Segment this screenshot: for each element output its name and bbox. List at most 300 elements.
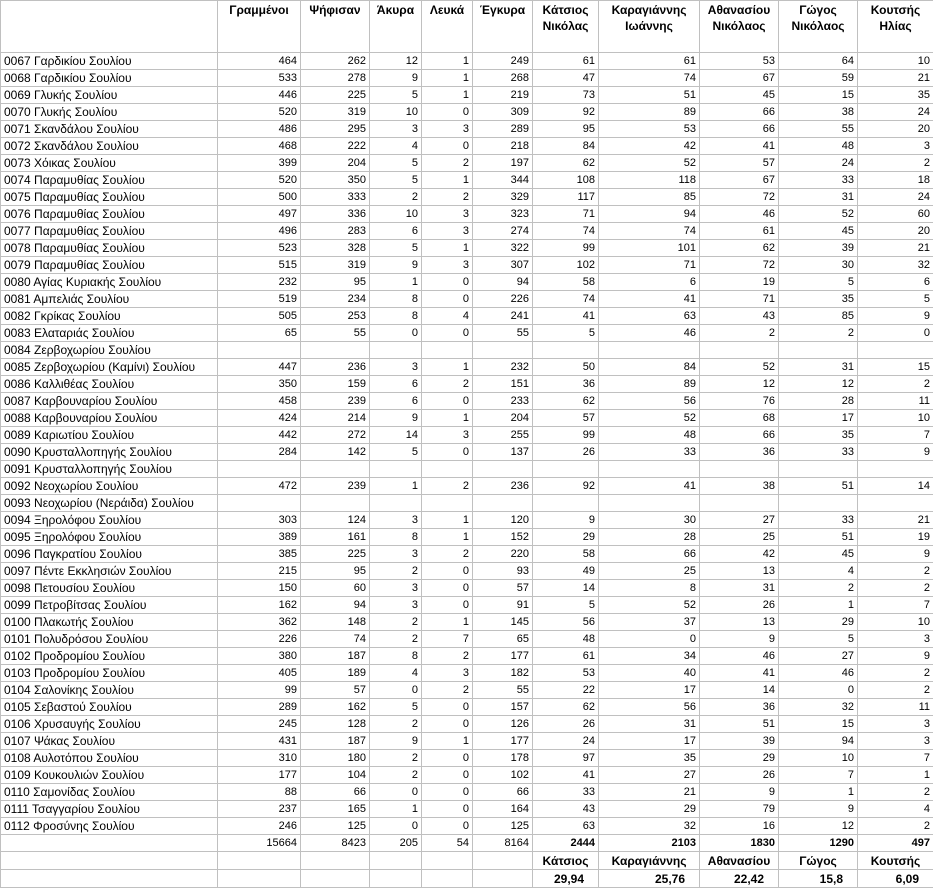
cell-blank[interactable]: 2 bbox=[422, 189, 473, 206]
cell-voted[interactable]: 95 bbox=[301, 563, 370, 580]
cell-karagiannis[interactable]: 89 bbox=[599, 104, 700, 121]
cell-voted[interactable]: 55 bbox=[301, 325, 370, 342]
cell-invalid[interactable]: 1 bbox=[370, 478, 422, 495]
cell-karagiannis[interactable]: 21 bbox=[599, 784, 700, 801]
cell-karagiannis[interactable]: 28 bbox=[599, 529, 700, 546]
cell-station-name[interactable]: 0087 Καρβουναρίου Σουλίου bbox=[1, 393, 218, 410]
cell-gogos[interactable]: 45 bbox=[779, 546, 858, 563]
cell-valid[interactable] bbox=[473, 461, 533, 478]
cell-valid[interactable]: 220 bbox=[473, 546, 533, 563]
totals-row-cell-katsios[interactable]: 2444 bbox=[533, 835, 599, 852]
cell-station-name[interactable]: 0109 Κουκουλιών Σουλίου bbox=[1, 767, 218, 784]
cell-station-name[interactable]: 0096 Παγκρατίου Σουλίου bbox=[1, 546, 218, 563]
cell-koutsis[interactable] bbox=[858, 461, 933, 478]
cell-blank[interactable]: 3 bbox=[422, 427, 473, 444]
cell-athanasiou[interactable]: 13 bbox=[700, 563, 779, 580]
cell-koutsis[interactable]: 3 bbox=[858, 138, 933, 155]
cell-valid[interactable]: 241 bbox=[473, 308, 533, 325]
cell-gogos[interactable]: 55 bbox=[779, 121, 858, 138]
cell-valid[interactable]: 219 bbox=[473, 87, 533, 104]
cell-blank[interactable]: 0 bbox=[422, 699, 473, 716]
cell-valid[interactable]: 218 bbox=[473, 138, 533, 155]
cell-voted[interactable]: 350 bbox=[301, 172, 370, 189]
cell-gogos[interactable]: 52 bbox=[779, 206, 858, 223]
cell-invalid[interactable]: 0 bbox=[370, 682, 422, 699]
cell-blank[interactable]: 1 bbox=[422, 359, 473, 376]
totals-row-cell-athanasiou[interactable]: 1830 bbox=[700, 835, 779, 852]
cell-station-name[interactable]: 0097 Πέντε Εκκλησιών Σουλίου bbox=[1, 563, 218, 580]
cell-koutsis[interactable]: 15 bbox=[858, 359, 933, 376]
cell-athanasiou[interactable]: 41 bbox=[700, 138, 779, 155]
cell-invalid[interactable]: 2 bbox=[370, 631, 422, 648]
cell-blank[interactable]: 3 bbox=[422, 223, 473, 240]
cell-koutsis[interactable]: 7 bbox=[858, 750, 933, 767]
cell-koutsis[interactable]: 18 bbox=[858, 172, 933, 189]
cell-karagiannis[interactable]: 17 bbox=[599, 682, 700, 699]
cell-valid[interactable]: 232 bbox=[473, 359, 533, 376]
cell-invalid[interactable]: 10 bbox=[370, 206, 422, 223]
summary-label-row-cell-koutsis[interactable]: Κουτσής bbox=[858, 852, 933, 870]
cell-voted[interactable]: 128 bbox=[301, 716, 370, 733]
cell-valid[interactable]: 145 bbox=[473, 614, 533, 631]
cell-katsios[interactable]: 53 bbox=[533, 665, 599, 682]
cell-voted[interactable]: 95 bbox=[301, 274, 370, 291]
cell-athanasiou[interactable]: 71 bbox=[700, 291, 779, 308]
cell-voted[interactable]: 336 bbox=[301, 206, 370, 223]
cell-gogos[interactable]: 51 bbox=[779, 478, 858, 495]
cell-koutsis[interactable]: 14 bbox=[858, 478, 933, 495]
cell-katsios[interactable]: 108 bbox=[533, 172, 599, 189]
cell-katsios[interactable] bbox=[533, 461, 599, 478]
cell-karagiannis[interactable] bbox=[599, 495, 700, 512]
cell-voted[interactable]: 165 bbox=[301, 801, 370, 818]
cell-invalid[interactable]: 12 bbox=[370, 53, 422, 70]
cell-blank[interactable]: 1 bbox=[422, 240, 473, 257]
cell-koutsis[interactable]: 2 bbox=[858, 563, 933, 580]
cell-gogos[interactable]: 12 bbox=[779, 376, 858, 393]
cell-station-name[interactable]: 0068 Γαρδικίου Σουλίου bbox=[1, 70, 218, 87]
cell-blank[interactable]: 1 bbox=[422, 733, 473, 750]
cell-katsios[interactable]: 61 bbox=[533, 53, 599, 70]
cell-valid[interactable]: 55 bbox=[473, 682, 533, 699]
cell-registered[interactable]: 424 bbox=[218, 410, 301, 427]
cell-voted[interactable] bbox=[301, 461, 370, 478]
cell-valid[interactable]: 255 bbox=[473, 427, 533, 444]
cell-karagiannis[interactable]: 66 bbox=[599, 546, 700, 563]
cell-voted[interactable]: 278 bbox=[301, 70, 370, 87]
cell-valid[interactable]: 65 bbox=[473, 631, 533, 648]
cell-voted[interactable]: 189 bbox=[301, 665, 370, 682]
cell-blank[interactable]: 7 bbox=[422, 631, 473, 648]
cell-registered[interactable]: 150 bbox=[218, 580, 301, 597]
cell-voted[interactable]: 234 bbox=[301, 291, 370, 308]
cell-gogos[interactable]: 38 bbox=[779, 104, 858, 121]
totals-row-cell-invalid[interactable]: 205 bbox=[370, 835, 422, 852]
cell-athanasiou[interactable]: 9 bbox=[700, 784, 779, 801]
cell-koutsis[interactable]: 7 bbox=[858, 427, 933, 444]
cell-invalid[interactable]: 3 bbox=[370, 580, 422, 597]
totals-row-cell-registered[interactable]: 15664 bbox=[218, 835, 301, 852]
cell-gogos[interactable]: 7 bbox=[779, 767, 858, 784]
cell-invalid[interactable]: 3 bbox=[370, 546, 422, 563]
cell-blank[interactable]: 2 bbox=[422, 376, 473, 393]
cell-valid[interactable]: 57 bbox=[473, 580, 533, 597]
cell-registered[interactable]: 232 bbox=[218, 274, 301, 291]
cell-registered[interactable]: 533 bbox=[218, 70, 301, 87]
cell-station-name[interactable]: 0089 Καριωτίου Σουλίου bbox=[1, 427, 218, 444]
cell-valid[interactable]: 322 bbox=[473, 240, 533, 257]
cell-athanasiou[interactable]: 38 bbox=[700, 478, 779, 495]
cell-athanasiou[interactable] bbox=[700, 342, 779, 359]
cell-blank[interactable]: 1 bbox=[422, 70, 473, 87]
cell-invalid[interactable]: 1 bbox=[370, 274, 422, 291]
cell-station-name[interactable]: 0073 Χόικας Σουλίου bbox=[1, 155, 218, 172]
cell-blank[interactable] bbox=[422, 461, 473, 478]
cell-athanasiou[interactable]: 36 bbox=[700, 444, 779, 461]
cell-invalid[interactable]: 0 bbox=[370, 784, 422, 801]
summary-label-row-cell-voted[interactable] bbox=[301, 852, 370, 870]
cell-invalid[interactable]: 3 bbox=[370, 597, 422, 614]
cell-karagiannis[interactable]: 85 bbox=[599, 189, 700, 206]
cell-blank[interactable]: 1 bbox=[422, 410, 473, 427]
cell-invalid[interactable]: 2 bbox=[370, 563, 422, 580]
cell-registered[interactable] bbox=[218, 495, 301, 512]
cell-valid[interactable]: 233 bbox=[473, 393, 533, 410]
cell-valid[interactable]: 177 bbox=[473, 648, 533, 665]
cell-karagiannis[interactable]: 29 bbox=[599, 801, 700, 818]
cell-invalid[interactable]: 8 bbox=[370, 648, 422, 665]
cell-valid[interactable]: 164 bbox=[473, 801, 533, 818]
cell-athanasiou[interactable] bbox=[700, 461, 779, 478]
cell-karagiannis[interactable]: 56 bbox=[599, 699, 700, 716]
cell-katsios[interactable]: 92 bbox=[533, 104, 599, 121]
cell-valid[interactable]: 94 bbox=[473, 274, 533, 291]
cell-katsios[interactable]: 5 bbox=[533, 325, 599, 342]
cell-voted[interactable]: 236 bbox=[301, 359, 370, 376]
cell-registered[interactable]: 88 bbox=[218, 784, 301, 801]
cell-invalid[interactable]: 6 bbox=[370, 223, 422, 240]
cell-registered[interactable]: 237 bbox=[218, 801, 301, 818]
cell-katsios[interactable]: 99 bbox=[533, 427, 599, 444]
cell-athanasiou[interactable]: 79 bbox=[700, 801, 779, 818]
cell-koutsis[interactable]: 21 bbox=[858, 70, 933, 87]
cell-katsios[interactable]: 62 bbox=[533, 155, 599, 172]
cell-karagiannis[interactable]: 42 bbox=[599, 138, 700, 155]
cell-registered[interactable]: 405 bbox=[218, 665, 301, 682]
cell-koutsis[interactable]: 9 bbox=[858, 546, 933, 563]
cell-athanasiou[interactable]: 9 bbox=[700, 631, 779, 648]
cell-athanasiou[interactable]: 52 bbox=[700, 359, 779, 376]
cell-invalid[interactable]: 9 bbox=[370, 70, 422, 87]
totals-row-cell-blank[interactable]: 54 bbox=[422, 835, 473, 852]
cell-station-name[interactable]: 0088 Καρβουναρίου Σουλίου bbox=[1, 410, 218, 427]
cell-gogos[interactable]: 2 bbox=[779, 325, 858, 342]
cell-koutsis[interactable]: 20 bbox=[858, 223, 933, 240]
cell-katsios[interactable]: 29 bbox=[533, 529, 599, 546]
cell-athanasiou[interactable]: 31 bbox=[700, 580, 779, 597]
cell-registered[interactable]: 519 bbox=[218, 291, 301, 308]
cell-gogos[interactable]: 48 bbox=[779, 138, 858, 155]
cell-athanasiou[interactable]: 53 bbox=[700, 53, 779, 70]
cell-athanasiou[interactable]: 29 bbox=[700, 750, 779, 767]
cell-karagiannis[interactable]: 71 bbox=[599, 257, 700, 274]
cell-athanasiou[interactable]: 27 bbox=[700, 512, 779, 529]
cell-voted[interactable]: 142 bbox=[301, 444, 370, 461]
totals-row-cell-karagiannis[interactable]: 2103 bbox=[599, 835, 700, 852]
cell-station-name[interactable]: 0112 Φροσύνης Σουλίου bbox=[1, 818, 218, 835]
cell-gogos[interactable]: 51 bbox=[779, 529, 858, 546]
cell-athanasiou[interactable]: 26 bbox=[700, 597, 779, 614]
cell-valid[interactable]: 125 bbox=[473, 818, 533, 835]
cell-registered[interactable]: 523 bbox=[218, 240, 301, 257]
cell-voted[interactable]: 162 bbox=[301, 699, 370, 716]
cell-koutsis[interactable]: 24 bbox=[858, 189, 933, 206]
cell-katsios[interactable]: 49 bbox=[533, 563, 599, 580]
cell-athanasiou[interactable]: 26 bbox=[700, 767, 779, 784]
cell-registered[interactable]: 442 bbox=[218, 427, 301, 444]
cell-gogos[interactable]: 1 bbox=[779, 597, 858, 614]
cell-karagiannis[interactable]: 40 bbox=[599, 665, 700, 682]
cell-koutsis[interactable]: 19 bbox=[858, 529, 933, 546]
cell-blank[interactable]: 0 bbox=[422, 818, 473, 835]
cell-blank[interactable]: 1 bbox=[422, 512, 473, 529]
cell-athanasiou[interactable]: 25 bbox=[700, 529, 779, 546]
summary-percent-row-cell-station-name[interactable] bbox=[1, 870, 218, 888]
cell-valid[interactable]: 126 bbox=[473, 716, 533, 733]
cell-athanasiou[interactable]: 67 bbox=[700, 172, 779, 189]
cell-invalid[interactable]: 9 bbox=[370, 410, 422, 427]
cell-koutsis[interactable]: 10 bbox=[858, 53, 933, 70]
cell-karagiannis[interactable] bbox=[599, 342, 700, 359]
cell-voted[interactable]: 187 bbox=[301, 648, 370, 665]
cell-katsios[interactable]: 61 bbox=[533, 648, 599, 665]
cell-athanasiou[interactable]: 39 bbox=[700, 733, 779, 750]
cell-karagiannis[interactable]: 6 bbox=[599, 274, 700, 291]
header-candidate-katsios[interactable]: Κάτσιος Νικόλας bbox=[533, 1, 599, 53]
cell-blank[interactable]: 2 bbox=[422, 648, 473, 665]
summary-percent-row-cell-athanasiou[interactable]: 22,42 bbox=[700, 870, 779, 888]
cell-registered[interactable]: 515 bbox=[218, 257, 301, 274]
cell-gogos[interactable] bbox=[779, 495, 858, 512]
cell-katsios[interactable]: 26 bbox=[533, 716, 599, 733]
cell-karagiannis[interactable] bbox=[599, 461, 700, 478]
cell-karagiannis[interactable]: 74 bbox=[599, 223, 700, 240]
totals-row-cell-voted[interactable]: 8423 bbox=[301, 835, 370, 852]
cell-registered[interactable]: 431 bbox=[218, 733, 301, 750]
cell-blank[interactable] bbox=[422, 495, 473, 512]
summary-percent-row-cell-koutsis[interactable]: 6,09 bbox=[858, 870, 933, 888]
cell-station-name[interactable]: 0074 Παραμυθίας Σουλίου bbox=[1, 172, 218, 189]
cell-registered[interactable]: 385 bbox=[218, 546, 301, 563]
cell-invalid[interactable]: 0 bbox=[370, 325, 422, 342]
cell-koutsis[interactable]: 2 bbox=[858, 376, 933, 393]
cell-invalid[interactable]: 3 bbox=[370, 512, 422, 529]
summary-percent-row-cell-valid[interactable] bbox=[473, 870, 533, 888]
cell-koutsis[interactable]: 5 bbox=[858, 291, 933, 308]
cell-voted[interactable]: 295 bbox=[301, 121, 370, 138]
cell-koutsis[interactable]: 2 bbox=[858, 665, 933, 682]
cell-valid[interactable]: 249 bbox=[473, 53, 533, 70]
cell-athanasiou[interactable]: 19 bbox=[700, 274, 779, 291]
cell-station-name[interactable]: 0092 Νεοχωρίου Σουλίου bbox=[1, 478, 218, 495]
cell-invalid[interactable]: 10 bbox=[370, 104, 422, 121]
cell-koutsis[interactable]: 9 bbox=[858, 648, 933, 665]
cell-station-name[interactable]: 0095 Ξηρολόφου Σουλίου bbox=[1, 529, 218, 546]
cell-koutsis[interactable]: 0 bbox=[858, 325, 933, 342]
cell-katsios[interactable]: 102 bbox=[533, 257, 599, 274]
cell-station-name[interactable]: 0111 Τσαγγαρίου Σουλίου bbox=[1, 801, 218, 818]
cell-valid[interactable]: 182 bbox=[473, 665, 533, 682]
cell-karagiannis[interactable]: 61 bbox=[599, 53, 700, 70]
summary-percent-row-cell-gogos[interactable]: 15,8 bbox=[779, 870, 858, 888]
cell-valid[interactable]: 93 bbox=[473, 563, 533, 580]
cell-koutsis[interactable]: 4 bbox=[858, 801, 933, 818]
cell-station-name[interactable]: 0075 Παραμυθίας Σουλίου bbox=[1, 189, 218, 206]
cell-katsios[interactable]: 14 bbox=[533, 580, 599, 597]
cell-station-name[interactable]: 0100 Πλακωτής Σουλίου bbox=[1, 614, 218, 631]
cell-gogos[interactable]: 17 bbox=[779, 410, 858, 427]
cell-station-name[interactable]: 0072 Σκανδάλου Σουλίου bbox=[1, 138, 218, 155]
cell-invalid[interactable]: 5 bbox=[370, 699, 422, 716]
cell-voted[interactable]: 66 bbox=[301, 784, 370, 801]
cell-koutsis[interactable]: 1 bbox=[858, 767, 933, 784]
cell-invalid[interactable]: 6 bbox=[370, 393, 422, 410]
cell-station-name[interactable]: 0083 Ελαταριάς Σουλίου bbox=[1, 325, 218, 342]
cell-valid[interactable]: 204 bbox=[473, 410, 533, 427]
cell-invalid[interactable]: 3 bbox=[370, 121, 422, 138]
cell-gogos[interactable]: 5 bbox=[779, 631, 858, 648]
cell-koutsis[interactable]: 7 bbox=[858, 597, 933, 614]
cell-registered[interactable]: 389 bbox=[218, 529, 301, 546]
cell-gogos[interactable]: 4 bbox=[779, 563, 858, 580]
cell-gogos[interactable]: 10 bbox=[779, 750, 858, 767]
cell-registered[interactable]: 289 bbox=[218, 699, 301, 716]
header-blank[interactable]: Λευκά bbox=[422, 1, 473, 53]
cell-voted[interactable]: 225 bbox=[301, 87, 370, 104]
cell-station-name[interactable]: 0105 Σεβαστού Σουλίου bbox=[1, 699, 218, 716]
cell-invalid[interactable]: 4 bbox=[370, 138, 422, 155]
cell-station-name[interactable]: 0091 Κρυσταλλοπηγής Σουλίου bbox=[1, 461, 218, 478]
cell-athanasiou[interactable]: 68 bbox=[700, 410, 779, 427]
cell-katsios[interactable]: 74 bbox=[533, 223, 599, 240]
cell-registered[interactable]: 520 bbox=[218, 104, 301, 121]
cell-valid[interactable]: 274 bbox=[473, 223, 533, 240]
cell-invalid[interactable]: 6 bbox=[370, 376, 422, 393]
cell-karagiannis[interactable]: 51 bbox=[599, 87, 700, 104]
cell-blank[interactable]: 0 bbox=[422, 104, 473, 121]
cell-athanasiou[interactable]: 16 bbox=[700, 818, 779, 835]
cell-registered[interactable]: 496 bbox=[218, 223, 301, 240]
summary-label-row-cell-invalid[interactable] bbox=[370, 852, 422, 870]
cell-karagiannis[interactable]: 52 bbox=[599, 597, 700, 614]
cell-koutsis[interactable]: 60 bbox=[858, 206, 933, 223]
cell-koutsis[interactable]: 10 bbox=[858, 410, 933, 427]
cell-station-name[interactable]: 0107 Ψάκας Σουλίου bbox=[1, 733, 218, 750]
cell-valid[interactable]: 137 bbox=[473, 444, 533, 461]
cell-katsios[interactable]: 41 bbox=[533, 308, 599, 325]
cell-station-name[interactable]: 0108 Αυλοτόπου Σουλίου bbox=[1, 750, 218, 767]
cell-voted[interactable]: 187 bbox=[301, 733, 370, 750]
cell-karagiannis[interactable]: 34 bbox=[599, 648, 700, 665]
cell-valid[interactable]: 226 bbox=[473, 291, 533, 308]
cell-registered[interactable]: 520 bbox=[218, 172, 301, 189]
cell-katsios[interactable]: 62 bbox=[533, 393, 599, 410]
totals-row-cell-gogos[interactable]: 1290 bbox=[779, 835, 858, 852]
cell-invalid[interactable] bbox=[370, 342, 422, 359]
cell-katsios[interactable]: 58 bbox=[533, 546, 599, 563]
cell-gogos[interactable]: 24 bbox=[779, 155, 858, 172]
cell-valid[interactable]: 344 bbox=[473, 172, 533, 189]
cell-voted[interactable] bbox=[301, 342, 370, 359]
cell-koutsis[interactable]: 21 bbox=[858, 512, 933, 529]
summary-percent-row-cell-invalid[interactable] bbox=[370, 870, 422, 888]
summary-percent-row-cell-registered[interactable] bbox=[218, 870, 301, 888]
cell-gogos[interactable]: 0 bbox=[779, 682, 858, 699]
cell-station-name[interactable]: 0102 Προδρομίου Σουλίου bbox=[1, 648, 218, 665]
cell-invalid[interactable] bbox=[370, 495, 422, 512]
cell-gogos[interactable]: 35 bbox=[779, 291, 858, 308]
cell-registered[interactable]: 497 bbox=[218, 206, 301, 223]
cell-katsios[interactable]: 47 bbox=[533, 70, 599, 87]
cell-invalid[interactable] bbox=[370, 461, 422, 478]
header-valid[interactable]: Έγκυρα bbox=[473, 1, 533, 53]
cell-gogos[interactable]: 29 bbox=[779, 614, 858, 631]
cell-registered[interactable]: 458 bbox=[218, 393, 301, 410]
totals-row-cell-valid[interactable]: 8164 bbox=[473, 835, 533, 852]
cell-koutsis[interactable]: 2 bbox=[858, 818, 933, 835]
summary-label-row-cell-athanasiou[interactable]: Αθανασίου bbox=[700, 852, 779, 870]
cell-karagiannis[interactable]: 27 bbox=[599, 767, 700, 784]
cell-voted[interactable]: 104 bbox=[301, 767, 370, 784]
cell-registered[interactable]: 226 bbox=[218, 631, 301, 648]
cell-station-name[interactable]: 0082 Γκρίκας Σουλίου bbox=[1, 308, 218, 325]
cell-katsios[interactable]: 5 bbox=[533, 597, 599, 614]
cell-voted[interactable]: 148 bbox=[301, 614, 370, 631]
cell-blank[interactable]: 0 bbox=[422, 784, 473, 801]
cell-koutsis[interactable]: 2 bbox=[858, 580, 933, 597]
cell-karagiannis[interactable]: 63 bbox=[599, 308, 700, 325]
summary-percent-row-cell-katsios[interactable]: 29,94 bbox=[533, 870, 599, 888]
cell-katsios[interactable]: 74 bbox=[533, 291, 599, 308]
cell-voted[interactable]: 283 bbox=[301, 223, 370, 240]
cell-registered[interactable]: 284 bbox=[218, 444, 301, 461]
cell-blank[interactable]: 3 bbox=[422, 665, 473, 682]
cell-athanasiou[interactable]: 42 bbox=[700, 546, 779, 563]
cell-katsios[interactable]: 50 bbox=[533, 359, 599, 376]
cell-blank[interactable]: 0 bbox=[422, 444, 473, 461]
cell-blank[interactable]: 0 bbox=[422, 393, 473, 410]
cell-invalid[interactable]: 8 bbox=[370, 308, 422, 325]
cell-blank[interactable]: 1 bbox=[422, 529, 473, 546]
cell-station-name[interactable]: 0086 Καλλιθέας Σουλίου bbox=[1, 376, 218, 393]
cell-athanasiou[interactable]: 13 bbox=[700, 614, 779, 631]
cell-gogos[interactable]: 12 bbox=[779, 818, 858, 835]
header-voted[interactable]: Ψήφισαν bbox=[301, 1, 370, 53]
cell-katsios[interactable]: 41 bbox=[533, 767, 599, 784]
cell-station-name[interactable]: 0078 Παραμυθίας Σουλίου bbox=[1, 240, 218, 257]
cell-koutsis[interactable]: 24 bbox=[858, 104, 933, 121]
cell-blank[interactable]: 1 bbox=[422, 614, 473, 631]
header-candidate-athanasiou[interactable]: Αθανασίου Νικόλαος bbox=[700, 1, 779, 53]
cell-gogos[interactable]: 64 bbox=[779, 53, 858, 70]
cell-voted[interactable]: 94 bbox=[301, 597, 370, 614]
cell-blank[interactable]: 3 bbox=[422, 257, 473, 274]
cell-invalid[interactable]: 5 bbox=[370, 172, 422, 189]
cell-karagiannis[interactable]: 31 bbox=[599, 716, 700, 733]
cell-valid[interactable]: 289 bbox=[473, 121, 533, 138]
cell-station-name[interactable]: 0070 Γλυκής Σουλίου bbox=[1, 104, 218, 121]
cell-koutsis[interactable]: 11 bbox=[858, 393, 933, 410]
